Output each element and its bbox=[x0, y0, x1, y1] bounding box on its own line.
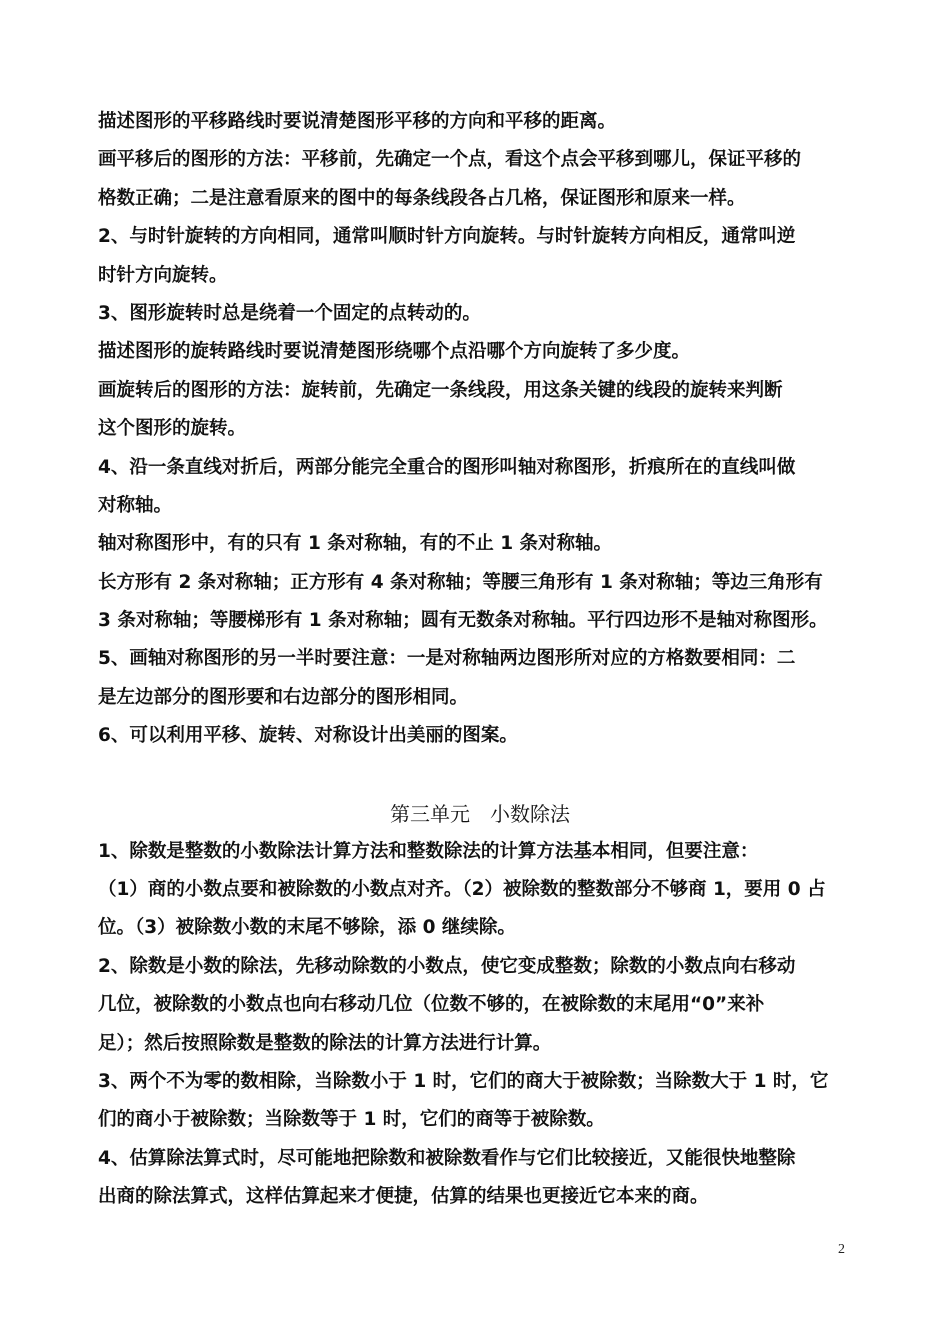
paragraph-line: 们的商小于被除数；当除数等于 1 时，它们的商等于被除数。 bbox=[98, 1109, 605, 1131]
paragraph-line: 足）；然后按照除数是整数的除法的计算方法进行计算。 bbox=[98, 1032, 552, 1054]
paragraph-line: 是左边部分的图形要和右边部分的图形相同。 bbox=[98, 686, 469, 708]
paragraph-line: 描述图形的旋转路线时要说清楚图形绕哪个点沿哪个方向旋转了多少度。 bbox=[98, 341, 691, 363]
paragraph-line: 轴对称图形中，有的只有 1 条对称轴，有的不止 1 条对称轴。 bbox=[98, 533, 613, 555]
paragraph-line: 格数正确；二是注意看原来的图中的每条线段各占几格，保证图形和原来一样。 bbox=[98, 187, 746, 209]
paragraph-line: 位。（3）被除数小数的末尾不够除，添 0 继续除。 bbox=[98, 917, 516, 939]
paragraph-line: 几位，被除数的小数点也向右移动几位（位数不够的，在被除数的末尾用“0”来补 bbox=[98, 994, 765, 1016]
document-body bbox=[98, 103, 862, 1217]
paragraph-line: 2、除数是小数的除法，先移动除数的小数点，使它变成整数；除数的小数点向右移动 bbox=[98, 955, 796, 977]
section-decimal-division bbox=[98, 833, 862, 1217]
paragraph-line: （1）商的小数点要和被除数的小数点对齐。（2）被除数的整数部分不够商 1，要用 0 占 bbox=[98, 879, 826, 901]
paragraph-line: 描述图形的平移路线时要说清楚图形平移的方向和平移的距离。 bbox=[98, 111, 617, 132]
paragraph-line: 4、估算除法算式时，尽可能地把除数和被除数看作与它们比较接近，又能很快地整除 bbox=[98, 1147, 796, 1169]
paragraph-line: 对称轴。 bbox=[98, 494, 173, 516]
paragraph-line: 3 条对称轴；等腰梯形有 1 条对称轴；圆有无数条对称轴。平行四边形不是轴对称图形。 bbox=[98, 610, 828, 632]
paragraph-line: 画平移后的图形的方法：平移前，先确定一个点，看这个点会平移到哪儿，保证平移的 bbox=[98, 149, 802, 171]
page-number: 2 bbox=[838, 1242, 845, 1257]
paragraph-line: 4、沿一条直线对折后，两部分能完全重合的图形叫轴对称图形，折痕所在的直线叫做 bbox=[98, 456, 796, 478]
paragraph-line: 1、除数是整数的小数除法计算方法和整数除法的计算方法基本相同，但要注意： bbox=[98, 840, 759, 862]
paragraph-line: 2、与时针旋转的方向相同，通常叫顺时针方向旋转。与时针旋转方向相反，通常叫逆 bbox=[98, 226, 796, 248]
paragraph-line: 长方形有 2 条对称轴；正方形有 4 条对称轴；等腰三角形有 1 条对称轴；等边三角形有 bbox=[98, 571, 823, 593]
section-transformations bbox=[98, 103, 862, 756]
paragraph-line: 3、图形旋转时总是绕着一个固定的点转动的。 bbox=[98, 302, 481, 324]
paragraph-line: 时针方向旋转。 bbox=[98, 264, 228, 286]
paragraph-line: 6、可以利用平移、旋转、对称设计出美丽的图案。 bbox=[98, 725, 518, 747]
paragraph-line: 画旋转后的图形的方法：旋转前，先确定一条线段，用这条关键的线段的旋转来判断 bbox=[98, 379, 783, 401]
paragraph-line: 5、画轴对称图形的另一半时要注意：一是对称轴两边图形所对应的方格数要相同：二 bbox=[98, 648, 796, 670]
paragraph-line: 出商的除法算式，这样估算起来才便捷，估算的结果也更接近它本来的商。 bbox=[98, 1186, 709, 1208]
paragraph-line: 这个图形的旋转。 bbox=[98, 418, 247, 440]
paragraph-line: 3、两个不为零的数相除，当除数小于 1 时，它们的商大于被除数；当除数大于 1 时，它 bbox=[98, 1070, 829, 1092]
section-heading: 第三单元 小数除法 bbox=[390, 801, 570, 826]
